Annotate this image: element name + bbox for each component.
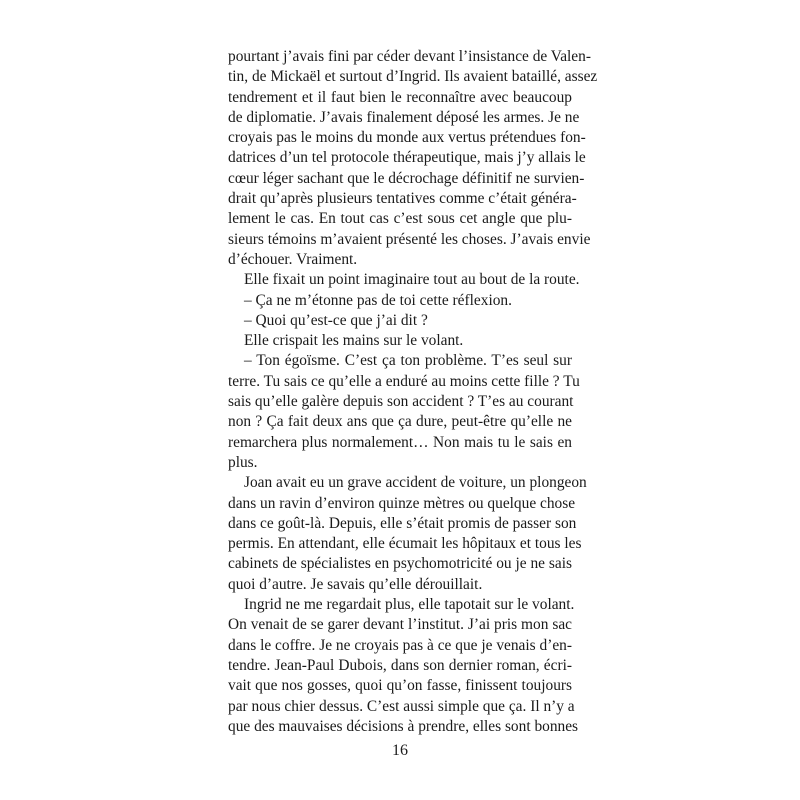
- text-line: tin, de Mickaël et surtout d’Ingrid. Ils avaient bataillé, assez: [228, 68, 598, 86]
- text-line: quoi d’autre. Je savais qu’elle dérouillait.: [228, 575, 483, 593]
- text-line: que des mauvaises décisions à prendre, elles sont bonnes: [228, 717, 579, 735]
- text-line: cœur léger sachant que le décrochage définitif ne survien-: [228, 169, 585, 187]
- text-line: tendre. Jean-Paul Dubois, dans son dernier roman, écri-: [228, 656, 572, 674]
- text-line: sieurs témoins m’avaient présenté les choses. J’avais envie: [228, 230, 591, 248]
- text-line: tendrement et il faut bien le reconnaître avec beaucoup: [228, 88, 572, 106]
- text-line: cabinets de spécialistes en psychomotricité ou je ne sais: [228, 555, 572, 573]
- text-line: Ingrid ne me regardait plus, elle tapotait sur le volant.: [244, 596, 575, 614]
- text-line: On venait de se garer devant l’institut. J’ai pris mon sac: [228, 616, 572, 634]
- page-body: [228, 47, 598, 737]
- text-line: Joan avait eu un grave accident de voiture, un plongeon: [244, 474, 587, 492]
- text-line: par nous chier dessus. C’est aussi simple que ça. Il n’y a: [228, 697, 575, 715]
- text-line: dans un ravin d’environ quinze mètres ou quelque chose: [228, 494, 576, 512]
- text-line: drait qu’après plusieurs tentatives comme c’était généra-: [228, 190, 577, 208]
- text-line: Elle crispait les mains sur le volant.: [244, 332, 464, 350]
- text-line: vait que nos gosses, quoi qu’on fasse, finissent toujours: [228, 677, 572, 695]
- text-line: – Ça ne m’étonne pas de toi cette réflexion.: [244, 291, 512, 309]
- text-line: croyais pas le moins du monde aux vertus prétendues fon-: [228, 129, 586, 147]
- text-line: dans ce goût-là. Depuis, elle s’était promis de passer son: [228, 514, 577, 532]
- text-line: sais qu’elle galère depuis son accident ? T’es au courant: [228, 393, 574, 411]
- text-line: remarchera plus normalement… Non mais tu le sais en: [228, 433, 572, 451]
- text-line: – Quoi qu’est-ce que j’ai dit ?: [244, 311, 428, 329]
- text-line: terre. Tu sais ce qu’elle a enduré au moins cette fille ? Tu: [228, 372, 580, 390]
- text-line: pourtant j’avais fini par céder devant l’insistance de Valen-: [228, 48, 591, 65]
- text-line: – Ton égoïsme. C’est ça ton problème. T’es seul sur: [244, 352, 572, 370]
- text-line: datrices d’un tel protocole thérapeutique, mais j’y allais le: [228, 149, 586, 167]
- page-number: 16: [392, 742, 408, 759]
- text-line: plus.: [228, 453, 258, 471]
- text-line: de diplomatie. J’avais finalement déposé les armes. Je ne: [228, 108, 580, 126]
- text-line: lement le cas. En tout cas c’est sous cet angle que plu-: [228, 210, 572, 228]
- text-line: permis. En attendant, elle écumait les hôpitaux et tous les: [228, 535, 582, 553]
- text-line: non ? Ça fait deux ans que ça dure, peut-être qu’elle ne: [228, 413, 572, 431]
- text-line: dans le coffre. Je ne croyais pas à ce que je venais d’en-: [228, 636, 572, 654]
- text-line: Elle fixait un point imaginaire tout au bout de la route.: [244, 271, 580, 289]
- text-line: d’échouer. Vraiment.: [228, 250, 358, 268]
